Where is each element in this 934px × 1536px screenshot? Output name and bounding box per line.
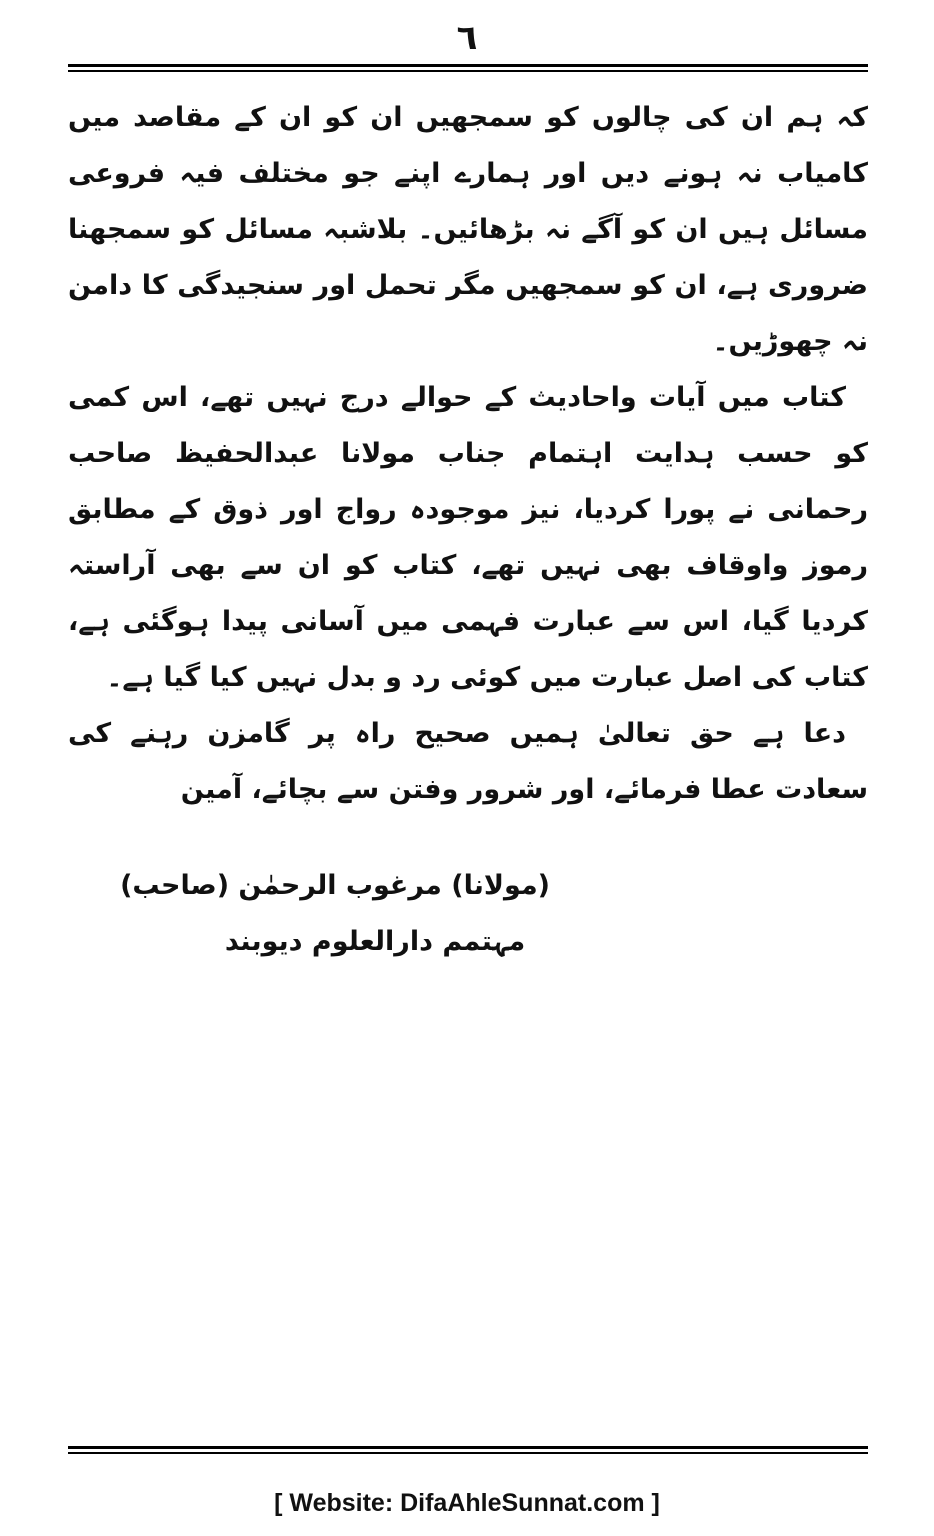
paragraph-2: کتاب میں آیات واحادیث کے حوالے درج نہیں تھے، اس کمی کو حسب ہدایت اہتمام جناب مولانا عبدالحفیظ صاحب رحمانی نے پورا کردیا، نیز موجودہ رواج اور ذوق کے مطابق رموز واوقاف بھی نہیں تھے، کتاب کو ان سے بھی آراستہ کردیا گیا، اس سے عبارت فہمی میں آسانی پیدا ہوگئی ہے، کتاب کی اصل عبارت میں کوئی رد و بدل نہیں کیا گیا ہے۔ [68,382,868,693]
paragraph-1: کہ ہم ان کی چالوں کو سمجھیں ان کو ان کے مقاصد میں کامیاب نہ ہونے دیں اور ہمارے اپنے جو مختلف فیہ فروعی مسائل ہیں ان کو آگے نہ بڑھائیں۔ بلاشبہ مسائل کو سمجھنا ضروری ہے، ان کو سمجھیں مگر تحمل اور سنجیدگی کا دامن نہ چھوڑیں۔ [68,102,868,357]
page-number: ٦ [456,18,478,58]
website-footer: [ Website: DifaAhleSunnat.com ] [274,1489,660,1517]
signature-name: (مولانا) مرغوب الرحمٰن (صاحب) [120,870,550,901]
signature-block [120,858,550,970]
header-divider [68,64,868,72]
body-text [68,90,868,818]
footer-divider [68,1446,868,1454]
signature-title: مہتمم دارالعلوم دیوبند [224,926,526,957]
paragraph-3: دعا ہے حق تعالیٰ ہمیں صحیح راہ پر گامزن رہنے کی سعادت عطا فرمائے، اور شرور وفتن سے بچائے، آمین [68,718,868,805]
